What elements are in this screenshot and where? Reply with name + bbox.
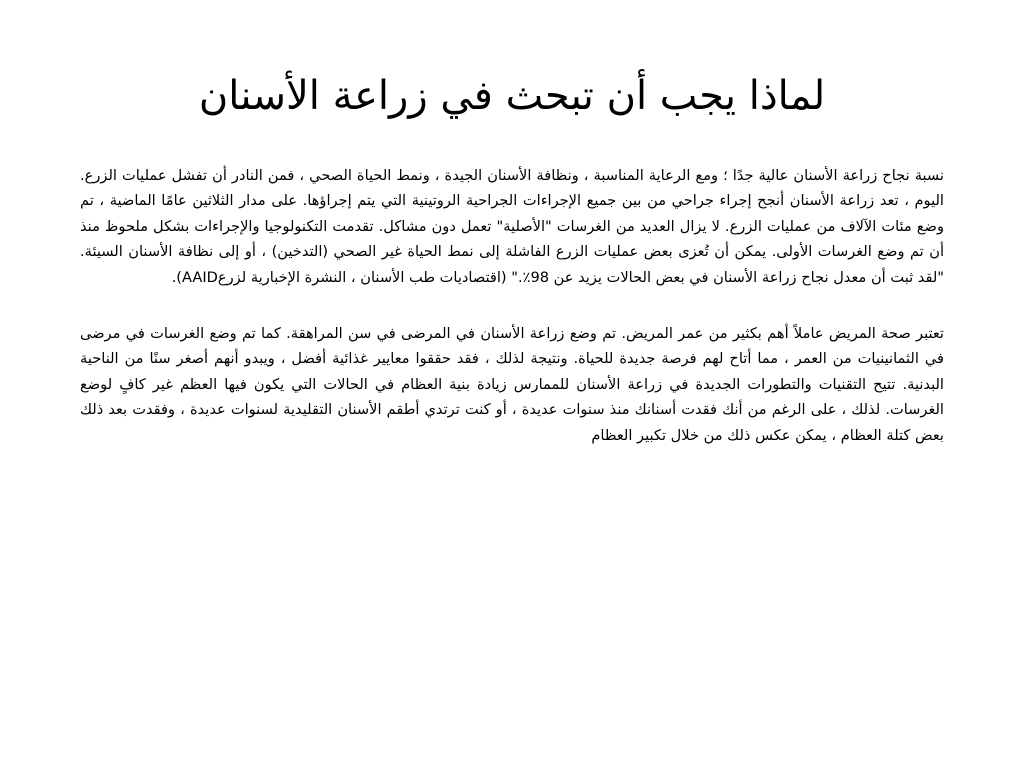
slide-body bbox=[80, 163, 944, 448]
body-paragraph-success-rate: نسبة نجاح زراعة الأسنان عالية جدًا ؛ ومع الرعاية المناسبة ، ونظافة الأسنان الجيدة ، ونمط الحياة الصحي ، فمن النادر أن تفشل عمليات الزرع. اليوم ، تعد زراعة الأسنان أنجح إجراء جراحي من بين جميع الإجراءات الجراحية الروتينية التي يتم إجراؤها. على مدار الثلاثين عامًا الماضية ، تم وضع مئات الآلاف من عمليات الزرع. لا يزال العديد من الغرسات "الأصلية" تعمل دون مشاكل. تقدمت التكنولوجيا والإجراءات بشكل ملحوظ منذ أن تم وضع الغرسات الأولى. يمكن أن تُعزى بعض عمليات الزرع الفاشلة إلى نمط الحياة غير الصحي (التدخين) ، أو إلى نظافة الأسنان السيئة. "لقد ثبت أن معدل نجاح زراعة الأسنان في بعض الحالات يزيد عن 98٪." (اقتصاديات طب الأسنان ، النشرة الإخبارية لزرعAAID). bbox=[80, 167, 944, 286]
body-paragraph-patient-health: تعتبر صحة المريض عاملاً أهم بكثير من عمر المريض. تم وضع زراعة الأسنان في المرضى في سن المراهقة. كما تم وضع الغرسات في مرضى في الثمانينيات من العمر ، مما أتاح لهم فرصة جديدة للحياة. ونتيجة لذلك ، فقد حققوا معايير غذائية أفضل ، ويبدو أنهم أصغر سنًا من الناحية البدنية. تتيح التقنيات والتطورات الجديدة في زراعة الأسنان للممارس زيادة بنية العظام في الحالات التي يكون فيها العظم غير كافٍ لوضع الغرسات. لذلك ، على الرغم من أنك فقدت أسنانك منذ سنوات عديدة ، أو كنت ترتدي أطقم الأسنان التقليدية لسنوات عديدة ، وفقدت بعد ذلك بعض كتلة العظام ، يمكن عكس ذلك من خلال تكبير العظام bbox=[80, 325, 944, 444]
slide-title: لماذا يجب أن تبحث في زراعة الأسنان bbox=[198, 73, 826, 119]
